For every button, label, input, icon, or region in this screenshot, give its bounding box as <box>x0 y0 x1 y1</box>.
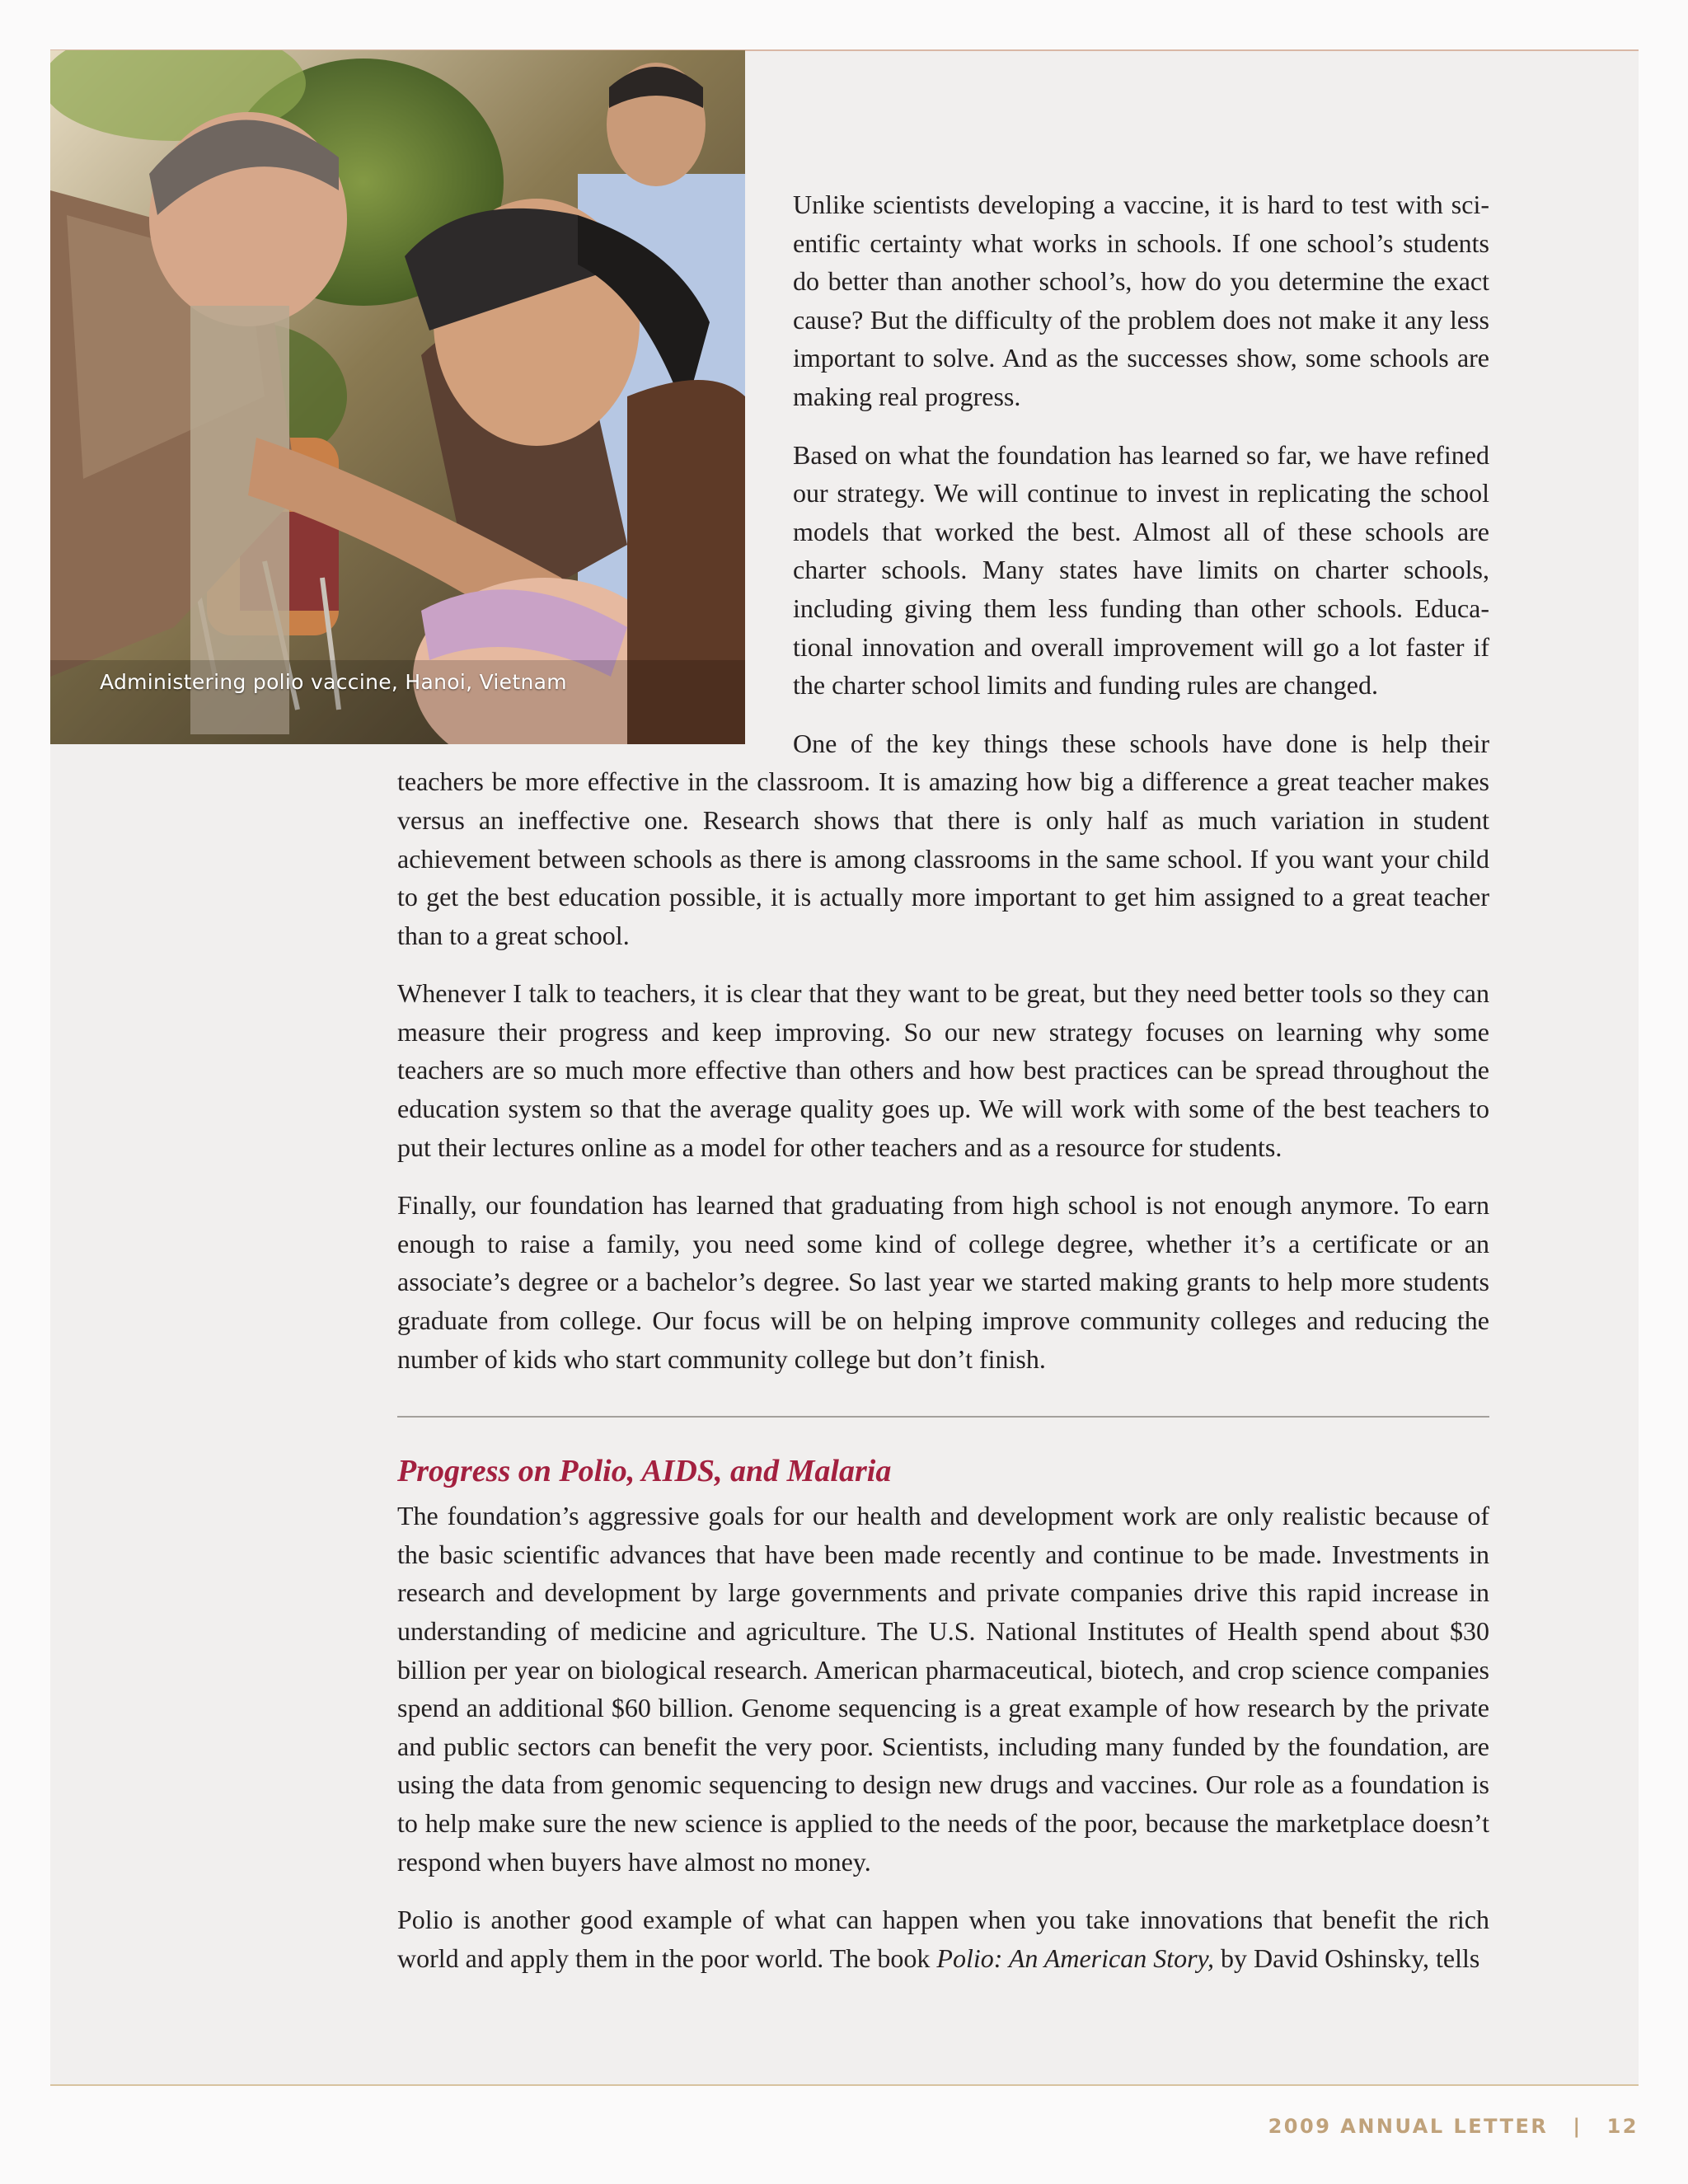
book-title: Polio: An American Story, <box>936 1943 1214 1973</box>
body-paragraph-3: One of the key things these schools have done is help their teachers be more effective in the classroom. It is amazing how big a difference a great teacher makes versus an ineffective one. Research shows that there is only half as much variation in student achievement between schools as there is among classrooms in the same school. If you want your child to get the best education possible, it is actually more important to get him assigned to a great teacher than to a great school. <box>397 728 1489 950</box>
page-footer <box>1268 2115 1639 2138</box>
photo-caption: Administering polio vaccine, Hanoi, Vietnam <box>100 670 567 694</box>
body-paragraph-4: Whenever I talk to teachers, it is clear that they want to be great, but they need better tools so they can measure their progress and keep improving. So our new strategy focuses on learning why some teachers are so much more effective than others and how best practices can be spread throughout the education system so that the average quality goes up. We will work with some of the best teachers to put their lectures online as a model for other teachers and as a resource for students. <box>397 978 1489 1162</box>
section-heading: Progress on Polio, AIDS, and Malaria <box>397 1454 892 1489</box>
page-number: 12 <box>1606 2115 1639 2138</box>
photo-text-wrap-spacer <box>397 185 793 729</box>
footer-separator: | <box>1573 2115 1582 2138</box>
section-divider <box>397 1416 1489 1418</box>
section-paragraph-2-start: Polio is another good example of what can happen when you take innovations that benefit the rich world and apply them in the poor world. The book <box>397 1905 1489 1973</box>
section-paragraph-2 <box>397 1900 1489 1977</box>
section-paragraph-2-end: by David Oshinsky, tells <box>1213 1943 1480 1973</box>
bottom-rule <box>50 2084 1639 2086</box>
article-body <box>397 185 1489 1997</box>
footer-title: 2009 ANNUAL LETTER <box>1268 2115 1549 2138</box>
body-paragraph-5: Finally, our foundation has learned that graduating from high school is not enough anymore. To earn enough to raise a family, you need some kind of college degree, whether it’s a certificate or an associate’s degree or a bachelor’s degree. So last year we started making grants to help more students graduate from college. Our focus will be on helping improve community colleges and reducing the number of kids who start community college but don’t finish. <box>397 1190 1489 1374</box>
body-paragraph-1: Unlike scientists developing a vaccine, it is hard to test with scientific certainty what works in schools. If one school’s students do better than another school’s, how do you determine the exact cause? But the difficulty of the problem does not make it any less important to solve. And as the successes show, some schools are making real progress. <box>793 190 1489 411</box>
section-paragraph-1: The foundation’s aggressive goals for our health and development work are only realistic because of the basic scientific advances that have been made recently and continue to be made. Investments in research and development by large governments and private companies drive this rapid increase in understanding of medicine and agriculture. The U.S. National Institutes of Health spend about $30 billion per year on biological research. American pharmaceutical, biotech, and crop science companies spend an additional $60 billion. Genome sequencing is a great example of how research by the private and public sectors can benefit the very poor. Scientists, including many funded by the foundation, are using the data from genomic sequencing to design new drugs and vaccines. Our role as a foundation is to help make sure the new science is applied to the needs of the poor, because the marketplace doesn’t respond when buyers have almost no money. <box>397 1501 1489 1877</box>
body-paragraph-2: Based on what the foundation has learned so far, we have refined our strategy. We will continue to invest in replicating the school models that worked the best. Almost all of these schools are charter schools. Many states have limits on charter schools, including giving them less funding than other schools. Educational innovation and overall improvement will go a lot faster if the charter school limits and funding rules are changed. <box>793 439 1489 701</box>
